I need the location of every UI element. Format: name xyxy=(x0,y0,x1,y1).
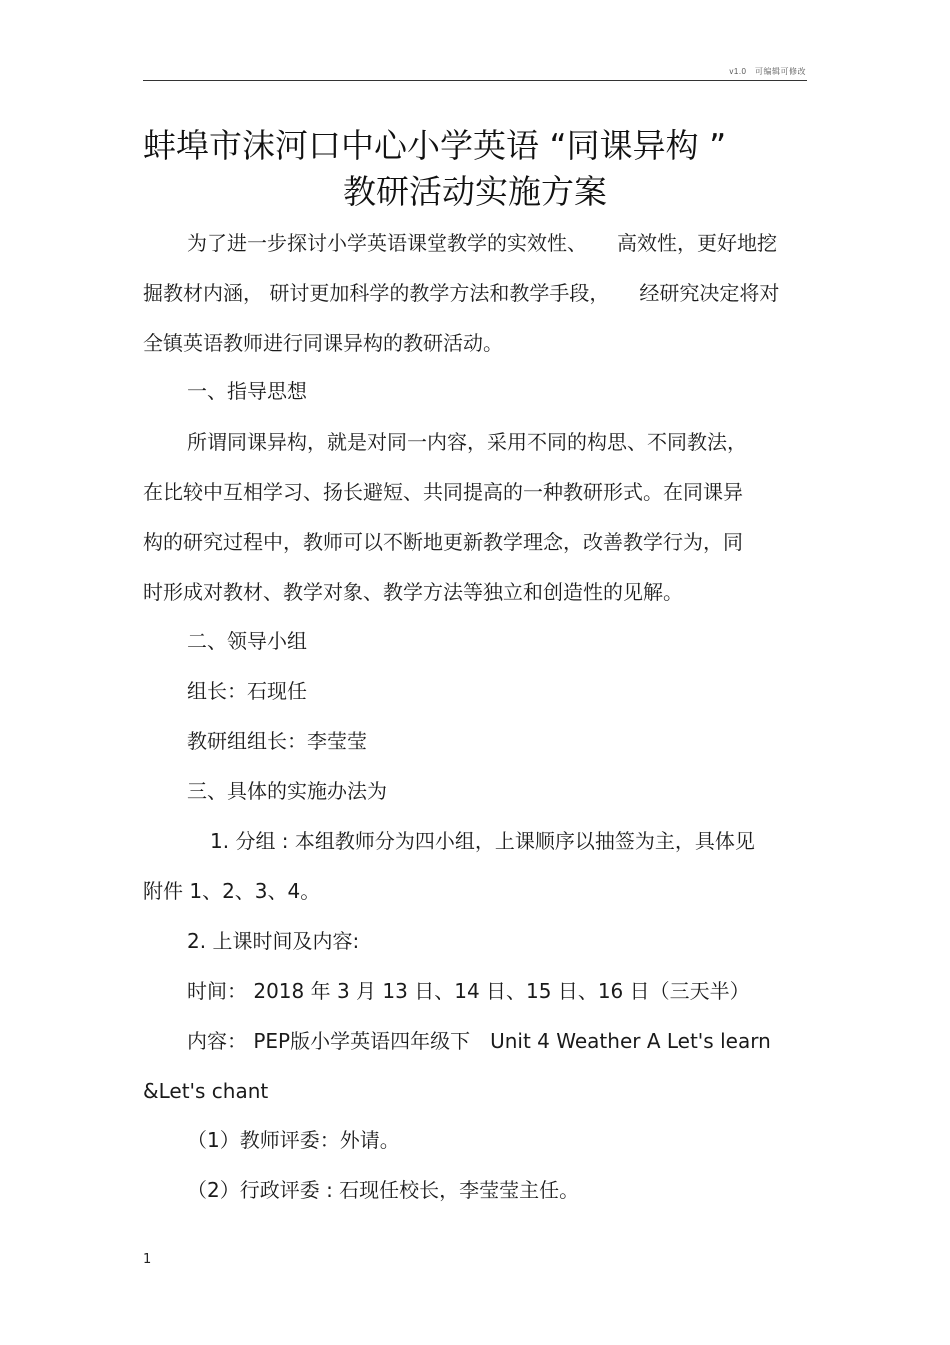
document-title-line-2: 教研活动实施方案 xyxy=(343,172,607,211)
content-line-1: 内容： PEP版小学英语四年级下 Unit 4 Weather A Let's learn xyxy=(187,1029,771,1053)
judges-line-2: （2）行政评委 : 石现任校长，李莹莹主任。 xyxy=(187,1178,580,1202)
version-note: v1.0 可编辑可修改 xyxy=(729,67,806,76)
section-heading-leadership: 二、领导小组 xyxy=(187,629,307,653)
intro-line-2: 掘教材内涵， 研讨更加科学的教学方法和教学手段， 经研究决定将对 xyxy=(143,281,780,305)
page-number: 1 xyxy=(143,1252,152,1267)
item1-line-1: 1. 分组 : 本组教师分为四小组，上课顺序以抽签为主，具体见 xyxy=(210,829,755,853)
leader-line: 组长：石现任 xyxy=(187,679,307,703)
item2-line: 2. 上课时间及内容: xyxy=(187,929,360,953)
section-heading-guiding-thought: 一、指导思想 xyxy=(187,379,307,403)
header-rule xyxy=(143,80,807,81)
intro-line-3: 全镇英语教师进行同课异构的教研活动。 xyxy=(143,331,503,355)
intro-line-1: 为了进一步探讨小学英语课堂教学的实效性、 高效性，更好地挖 xyxy=(187,231,777,255)
section-heading-implementation: 三、具体的实施办法为 xyxy=(187,779,387,803)
section1-line-4: 时形成对教材、教学对象、教学方法等独立和创造性的见解。 xyxy=(143,580,683,604)
section1-line-2: 在比较中互相学习、扬长避短、共同提高的一种教研形式。在同课异 xyxy=(143,480,743,504)
section1-line-1: 所谓同课异构，就是对同一内容，采用不同的构思、不同教法， xyxy=(187,430,747,454)
section1-line-3: 构的研究过程中，教师可以不断地更新教学理念，改善教学行为，同 xyxy=(143,530,743,554)
time-line: 时间： 2018 年 3 月 13 日、14 日、15 日、16 日（三天半） xyxy=(187,979,750,1003)
judges-line-1: （1）教师评委：外请。 xyxy=(187,1128,400,1152)
document-title-line-1: 蚌埠市沫河口中心小学英语 “同课异构 ” xyxy=(143,126,727,165)
item1-line-2: 附件 1、2、3、4。 xyxy=(143,879,321,903)
content-line-2: &Let's chant xyxy=(143,1079,269,1103)
group-leader-line: 教研组组长：李莹莹 xyxy=(187,729,367,753)
